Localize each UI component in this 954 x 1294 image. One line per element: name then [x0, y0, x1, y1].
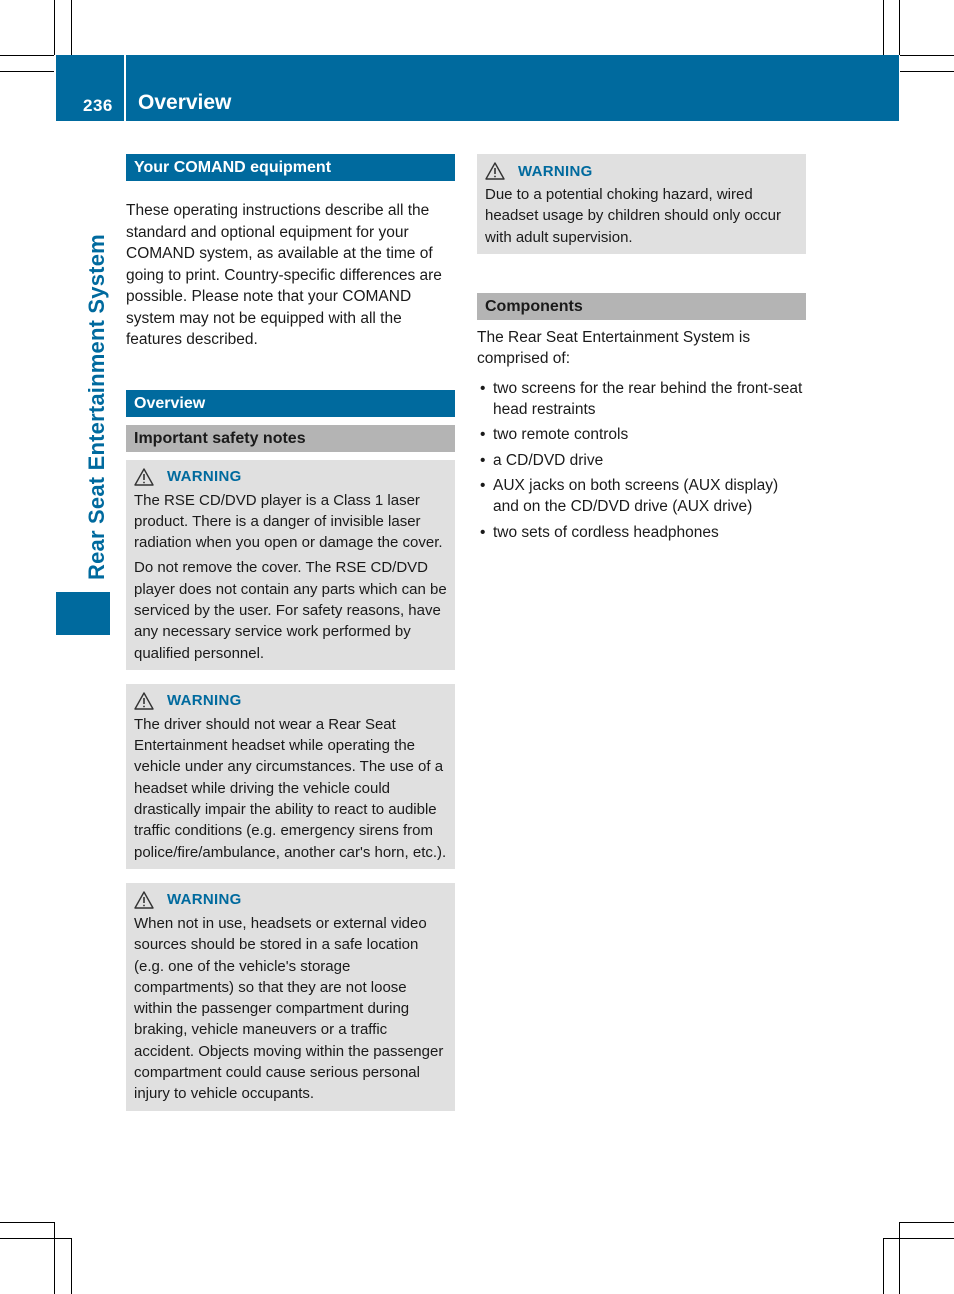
list-item: • two screens for the rear behind the front-seat head restraints	[477, 378, 806, 421]
crop-mark	[900, 55, 954, 56]
right-column	[477, 154, 806, 547]
warning-title: WARNING	[167, 692, 242, 710]
subheading-safety-notes: Important safety notes	[126, 425, 455, 452]
crop-mark	[899, 1222, 900, 1294]
crop-mark	[900, 1222, 954, 1223]
warning-text: The driver should not wear a Rear Seat Entertainment headset while operating the vehicle under any circumstances. The use of a headset while driving the vehicle could drastically impair the ability to react to audible traffic conditions (e.g. emergency sirens from police/fire/ambulance, another car's horn, etc.).	[134, 715, 447, 861]
warning-title: WARNING	[167, 891, 242, 909]
page-number: 236	[83, 96, 113, 115]
warning-text: Due to a potential choking hazard, wired headset usage by children should only occur with adult supervision.	[485, 186, 782, 246]
crop-mark	[883, 0, 884, 55]
side-tab-marker	[56, 592, 110, 635]
warning-header	[134, 889, 448, 911]
crop-mark	[71, 1238, 72, 1294]
crop-mark	[0, 1238, 71, 1239]
warning-box-headset-driver	[126, 684, 455, 869]
crop-mark	[883, 1238, 954, 1239]
crop-mark	[883, 1238, 884, 1294]
crop-mark	[0, 71, 54, 72]
crop-mark	[0, 55, 54, 56]
warning-box-storage	[126, 883, 455, 1111]
section-heading-overview: Overview	[126, 390, 455, 417]
header-divider	[124, 55, 126, 121]
warning-triangle-icon	[134, 891, 154, 909]
section-heading-equipment: Your COMAND equipment	[126, 154, 455, 181]
components-list	[477, 378, 806, 543]
page-title: Overview	[138, 91, 232, 114]
warning-triangle-icon	[485, 162, 505, 180]
warning-triangle-icon	[134, 468, 154, 486]
crop-mark	[899, 0, 900, 55]
warning-text: The RSE CD/DVD player is a Class 1 laser product. There is a danger of invisible laser radiation when you open or damage the cover.	[134, 491, 443, 552]
crop-mark	[54, 1222, 55, 1294]
equipment-paragraph: These operating instructions describe all the standard and optional equipment for your COMAND system, as available at the time of going to print. Country-specific differences are possible. Please note that your COMAND system may not be equipped with all the features described.	[126, 202, 442, 348]
components-intro: The Rear Seat Entertainment System is comprised of:	[477, 328, 751, 368]
list-item: • two sets of cordless headphones	[477, 522, 806, 543]
list-item: • two remote controls	[477, 424, 806, 445]
warning-text: Do not remove the cover. The RSE CD/DVD player does not contain any parts which can be serviced by the user. For safety reasons, have any necessary service work performed by qualified personnel.	[134, 559, 447, 662]
warning-header	[134, 690, 448, 712]
warning-title: WARNING	[167, 468, 242, 485]
warning-box-laser	[126, 460, 455, 670]
warning-box-choking	[477, 154, 806, 254]
list-item: • a CD/DVD drive	[477, 450, 806, 471]
list-item: • AUX jacks on both screens (AUX display) and on the CD/DVD drive (AUX drive)	[477, 475, 806, 518]
warning-text: When not in use, headsets or external video sources should be stored in a safe location (e.g. one of the vehicle's storage compartments) so that they are not loose within the passenger compartment during braking, vehicle maneuvers or a traffic accident. Objects moving within the passenger compartment could cause serious personal injury to vehicle occupants.	[134, 914, 444, 1103]
warning-triangle-icon	[134, 692, 154, 710]
crop-mark	[900, 71, 954, 72]
crop-mark	[54, 0, 55, 55]
crop-mark	[71, 0, 72, 55]
warning-header	[134, 466, 448, 488]
left-column	[126, 154, 455, 1111]
crop-mark	[0, 1222, 54, 1223]
section-heading-components: Components	[477, 293, 806, 320]
warning-header	[485, 160, 799, 182]
warning-title: WARNING	[518, 162, 593, 180]
chapter-side-label: Rear Seat Entertainment System	[84, 234, 109, 580]
